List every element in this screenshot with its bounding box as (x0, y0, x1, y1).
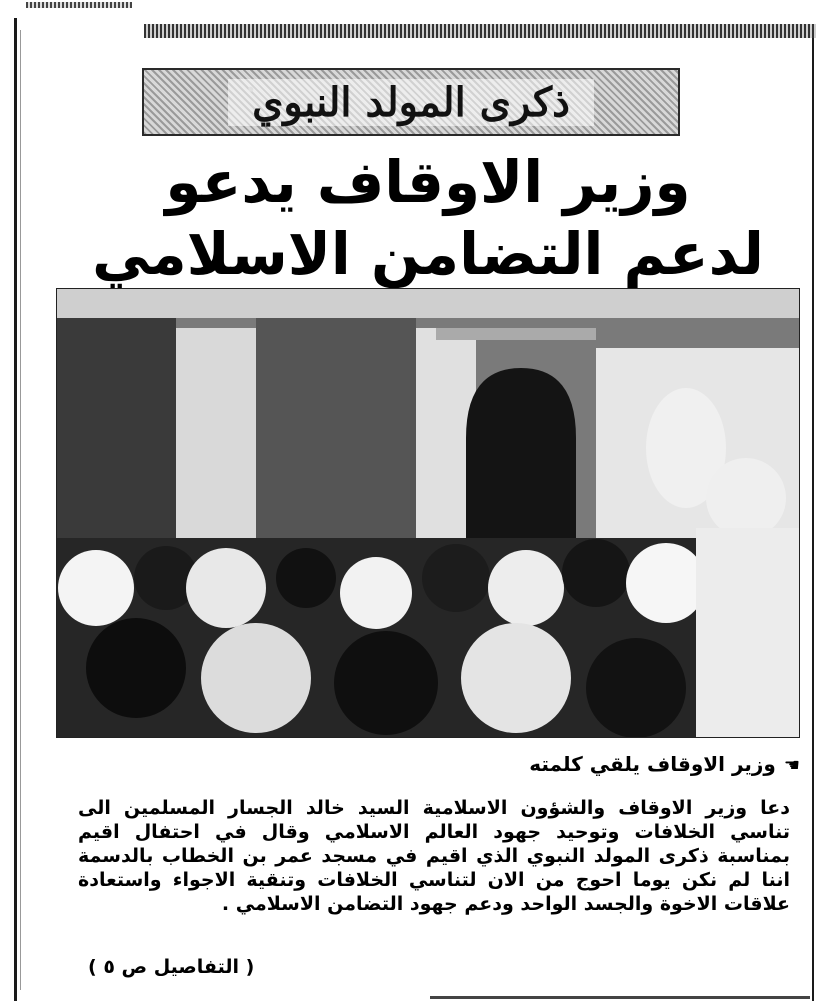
page-border-right (812, 38, 814, 1001)
photo-caption (56, 752, 800, 776)
kicker-title: ذكرى المولد النبوي (228, 79, 594, 126)
page-border-left (14, 18, 17, 1001)
details-reference: ( التفاصيل ص ٥ ) (88, 956, 255, 978)
pointing-hand-icon: ☚ (783, 755, 800, 776)
news-photo (56, 288, 800, 738)
headline (56, 146, 800, 290)
top-halftone-strip (144, 24, 816, 38)
kicker-banner (142, 68, 680, 136)
headline-line-2: لدعم التضامن الاسلامي (92, 220, 764, 288)
caption-text: وزير الاوقاف يلقي كلمته (529, 752, 776, 776)
footer-rule (430, 996, 810, 999)
top-strip-left (26, 2, 132, 8)
headline-line-1: وزير الاوقاف يدعو (165, 148, 691, 216)
article-body: دعا وزير الاوقاف والشؤون الاسلامية السيد خالد الجسار المسلمين الى تناسي الخلافات وتوحيد جهود العالم الاسلامي وقال في احتفال اقيم بمناسبة ذكرى المولد النبوي الذي اقيم في مسجد عمر بن الخطاب بالدسمة اننا لم نكن يوما احوج من الان لتناسي الخلافات وتنقية الاجواء واستعادة علاقات الاخوة والجسد الواحد ودعم جهود التضامن الاسلامي . (78, 797, 790, 915)
page-border-left-inner (20, 30, 21, 990)
photo-illustration (56, 288, 800, 738)
